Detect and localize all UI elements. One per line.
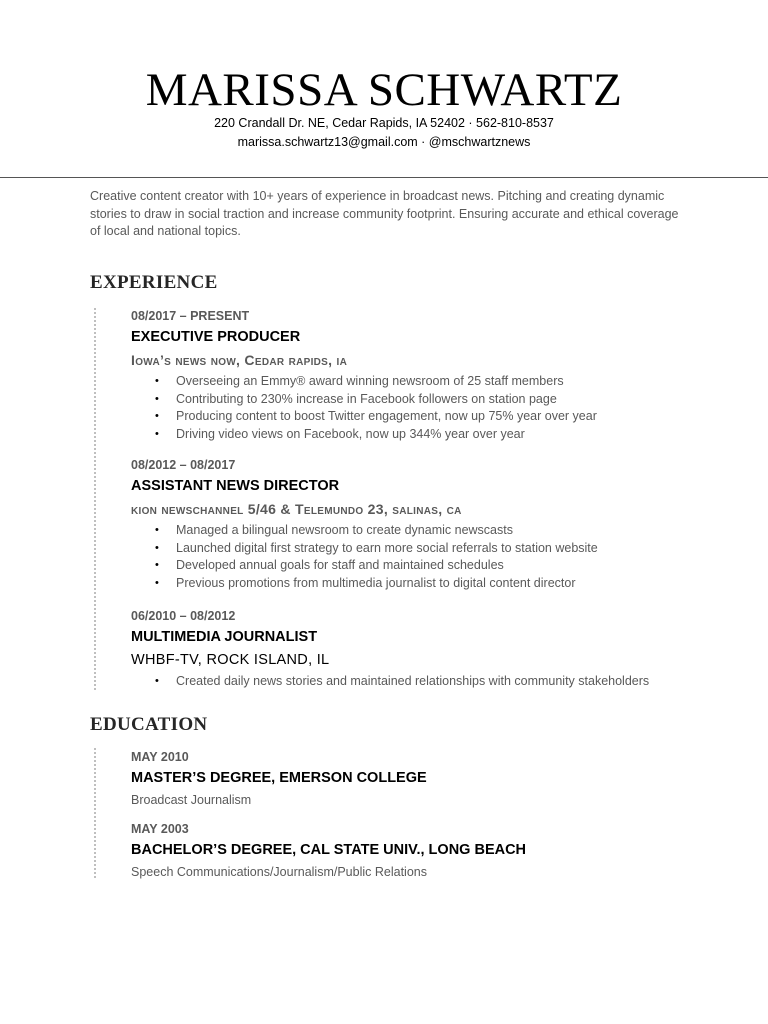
list-item bbox=[131, 540, 731, 558]
bullet-icon: • bbox=[155, 576, 159, 589]
resume-name: MARISSA SCHWARTZ bbox=[145, 64, 623, 116]
address-phone-line: 220 Crandall Dr. NE, Cedar Rapids, IA 52402 · 562-810-8537 bbox=[214, 116, 554, 130]
job-role: MULTIMEDIA JOURNALIST bbox=[131, 629, 318, 645]
header-divider bbox=[0, 177, 768, 178]
bullet-text: Producing content to boost Twitter engagement, now up 75% year over year bbox=[176, 409, 597, 423]
bullet-icon: • bbox=[155, 410, 159, 422]
experience-timeline-rule bbox=[94, 308, 96, 690]
bullet-text: Previous promotions from multimedia journalist to digital content director bbox=[176, 575, 576, 590]
bullet-text: Managed a bilingual newsroom to create dynamic newscasts bbox=[176, 523, 513, 537]
experience-heading: EXPERIENCE bbox=[90, 272, 218, 293]
education-timeline-rule bbox=[94, 748, 96, 878]
bullet-text: Developed annual goals for staff and maintained schedules bbox=[176, 558, 504, 572]
degree-field: Speech Communications/Journalism/Public Relations bbox=[131, 865, 427, 879]
job-role: EXECUTIVE PRODUCER bbox=[131, 329, 301, 345]
job-bullets bbox=[131, 522, 731, 592]
job-dates: 08/2012 – 08/2017 bbox=[131, 458, 236, 472]
email-social-line: marissa.schwartz13@gmail.com · @mschwartznews bbox=[237, 135, 531, 149]
bullet-icon: • bbox=[155, 375, 159, 387]
bullet-text: Driving video views on Facebook, now up 344% year over year bbox=[176, 426, 525, 441]
bullet-icon: • bbox=[155, 559, 159, 571]
education-entry-masters bbox=[131, 749, 731, 808]
education-entry-bachelors bbox=[131, 821, 731, 880]
list-item bbox=[131, 522, 731, 540]
list-item bbox=[131, 408, 731, 426]
job-role: ASSISTANT NEWS DIRECTOR bbox=[131, 478, 340, 494]
list-item bbox=[131, 673, 731, 691]
list-item bbox=[131, 391, 731, 409]
list-item bbox=[131, 575, 731, 593]
list-item bbox=[131, 373, 731, 391]
bullet-icon: • bbox=[155, 392, 159, 405]
job-entry-multimedia-journalist bbox=[131, 608, 731, 691]
list-item bbox=[131, 557, 731, 575]
bullet-text: Launched digital first strategy to earn more social referrals to station website bbox=[176, 540, 598, 555]
degree-title: BACHELOR’S DEGREE, CAL STATE UNIV., LONG BEACH bbox=[131, 842, 527, 858]
degree-title: MASTER’S DEGREE, EMERSON COLLEGE bbox=[131, 770, 427, 786]
job-dates: 06/2010 – 08/2012 bbox=[131, 609, 236, 623]
job-company: WHBF-TV, ROCK ISLAND, IL bbox=[131, 652, 330, 668]
summary-text: Creative content creator with 10+ years of experience in broadcast news. Pitching and creating dynamic stories to draw in social traction and increase community footprint. Ensuring accurate and ethical coverage of local and national topics. bbox=[90, 189, 679, 238]
job-company: kion newschannel 5/46 & Telemundo 23, salinas, ca bbox=[131, 501, 462, 517]
bullet-icon: • bbox=[155, 541, 159, 554]
job-bullets bbox=[131, 373, 731, 443]
bullet-text: Overseeing an Emmy® award winning newsroom of 25 staff members bbox=[176, 374, 564, 388]
bullet-icon: • bbox=[155, 427, 159, 440]
list-item bbox=[131, 426, 731, 444]
job-bullets bbox=[131, 673, 731, 691]
bullet-text: Created daily news stories and maintained relationships with community stakeholders bbox=[176, 674, 650, 688]
education-heading: EDUCATION bbox=[90, 714, 208, 735]
bullet-icon: • bbox=[155, 524, 159, 536]
degree-field: Broadcast Journalism bbox=[131, 793, 252, 807]
bullet-icon: • bbox=[155, 675, 159, 687]
job-company: Iowa’s news now, Cedar rapids, ia bbox=[131, 352, 348, 368]
degree-date: MAY 2010 bbox=[131, 750, 189, 764]
job-dates: 08/2017 – PRESENT bbox=[131, 309, 250, 323]
job-entry-executive-producer bbox=[131, 308, 731, 443]
bullet-text: Contributing to 230% increase in Facebook followers on station page bbox=[176, 391, 557, 406]
degree-date: MAY 2003 bbox=[131, 822, 189, 836]
job-entry-assistant-news-director bbox=[131, 457, 731, 592]
